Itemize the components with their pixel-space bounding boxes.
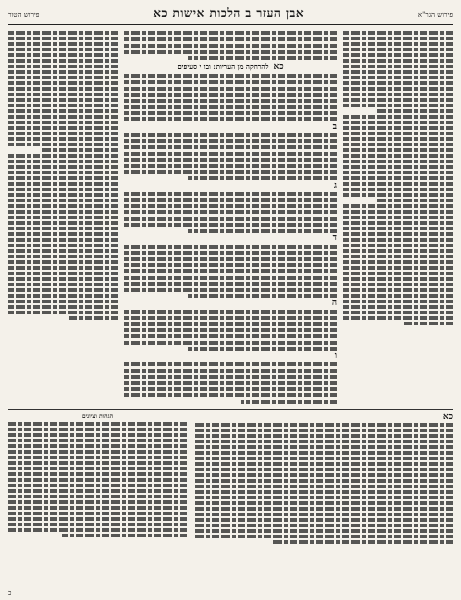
main-text-body-3	[124, 192, 337, 233]
main-text-top	[124, 31, 337, 60]
main-text-body-2	[124, 133, 337, 180]
header-title: אבן העזר ב הלכות אישות	[172, 6, 305, 20]
lower-left-text	[8, 422, 187, 537]
siman-heading: להרחקה מן העריות: ובו י סעיפים	[177, 61, 269, 71]
main-text-body-6	[124, 362, 337, 403]
main-text-body-1	[124, 74, 337, 121]
lower-section	[8, 411, 453, 546]
lower-left-notes	[8, 414, 187, 546]
main-text-body-4	[124, 245, 337, 299]
page-title	[153, 6, 304, 21]
page-number: כ	[8, 589, 12, 597]
page-header	[8, 6, 453, 25]
lower-right-commentary	[195, 411, 453, 546]
notes-heading: הגהות וציונים	[81, 412, 114, 420]
header-left-label: פירוש הטור	[8, 11, 40, 19]
main-text-body-5	[124, 310, 337, 351]
section-mark-d: ד	[332, 233, 337, 244]
upper-columns	[8, 29, 453, 406]
section-mark-v: ו	[334, 351, 337, 362]
siman-mark: כא	[273, 61, 284, 72]
right-commentary-text	[343, 31, 453, 325]
right-commentary-column	[343, 29, 453, 406]
divider-rule	[8, 409, 453, 410]
lower-right-text	[195, 423, 453, 544]
section-mark-b: ב	[332, 121, 337, 132]
lower-section-mark: כא	[442, 411, 453, 422]
left-commentary-text	[8, 31, 118, 320]
siman-number: כא	[153, 6, 168, 20]
main-text-column	[124, 29, 337, 406]
section-mark-g: ג	[334, 180, 337, 191]
header-right-label: פירוש הגר"א	[417, 11, 453, 19]
section-mark-h: ה	[331, 298, 337, 309]
left-commentary-column	[8, 29, 118, 406]
